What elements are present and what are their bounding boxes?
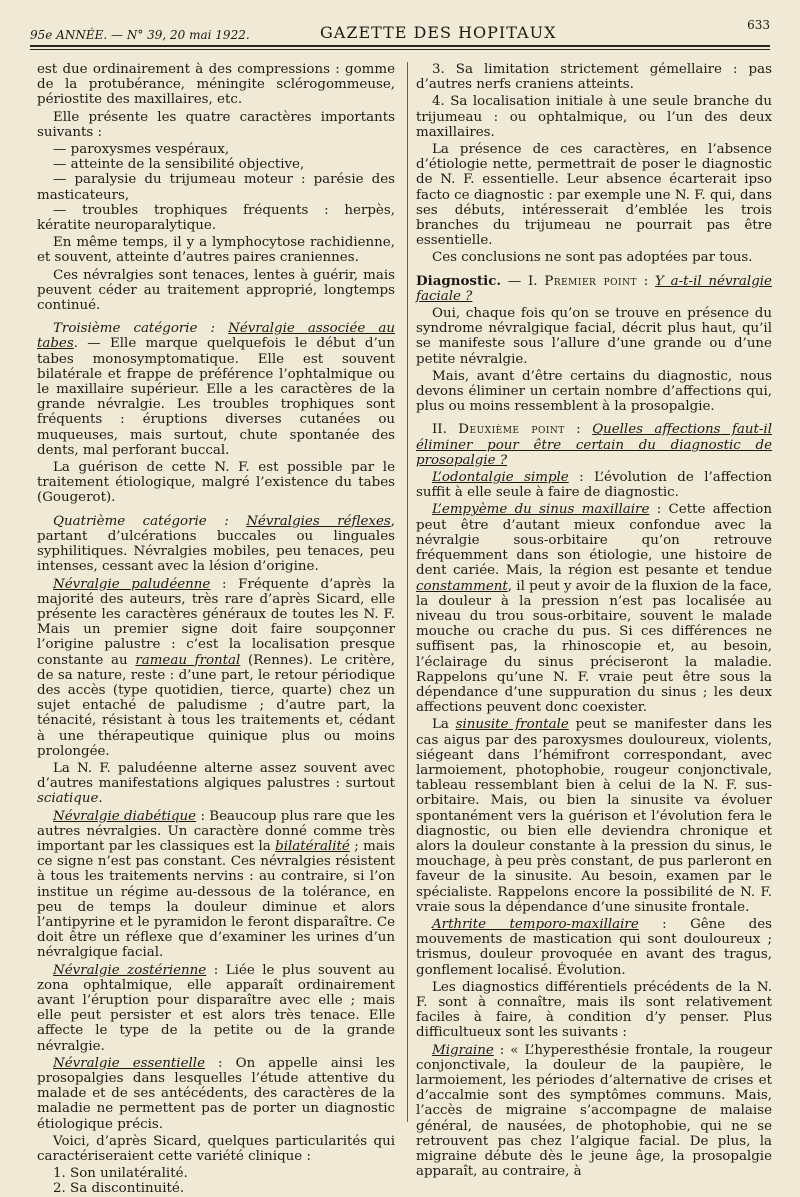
right_column-paragraph: Migraine : « L’hyperesthésie frontale, la rougeur conjonctivale, la douleur de la paupière, le larmoiement, les périodes d’alternative de crises et d’accalmie sont des symptômes communs. Mais, l’accès de migraine s’accompagne de malaise général, de nausées, de photophobie, qui ne se retrouvent pas chez l’algique facial. De plus, la migraine débute dès le jeune âge, la prosopalgie apparaît, au contraire, à: [416, 1042, 772, 1180]
left_column-paragraph: Quatrième catégorie : Névralgies réflexes, partant d’ulcérations buccales ou linguales syphilitiques. Névralgies mobiles, peu tenaces, peu intenses, cessant avec la lésion d’origine.: [37, 513, 396, 575]
left_column-paragraph: En même temps, il y a lymphocytose rachidienne, et souvent, atteinte d’autres paires craniennes.: [37, 235, 395, 266]
right_column-paragraph: Ces conclusions ne sont pas adoptées par tous.: [432, 250, 753, 266]
left_column-paragraph: 1. Son unilatéralité.: [53, 1166, 188, 1182]
right_column-paragraph: L’empyème du sinus maxillaire : Cette affection peut être d’autant mieux confondue avec la névralgie sous-orbitaire qu’on retrouve fréquemment dans son étiologie, une histoire de dent cariée. Mais, la région est pesante et tendue constamment, il peut y avoir de la fluxion de la face, la douleur à la pression n’est pas localisée au niveau du trou sous-orbitaire, souvent le malade mouche ou crache du pus. Si ces différences ne suffisent pas, la rhinoscopie et, au besoin, l’éclairage du sinus préciseront la maladie. Rappelons qu’une N. F. vraie peut être sous la dépendance d’une suppuration du sinus ; les deux affections peuvent donc coexister.: [416, 502, 772, 716]
header-rule-thin: [30, 49, 770, 50]
right_column-paragraph: Diagnostic. — I. Premier point : Y a-t-il névralgie faciale ?: [416, 272, 772, 304]
right_column-paragraph: 3. Sa limitation strictement gémellaire : pas d’autres nerfs craniens atteints.: [416, 62, 772, 93]
left_column-paragraph: Voici, d’après Sicard, quelques particularités qui caractériseraient cette variété clinique :: [37, 1133, 395, 1165]
right_column-paragraph: Oui, chaque fois qu’on se trouve en présence du syndrome névralgique facial, décrit plus haut, qu’il se manifeste sous l’allure d’une grande ou d’une petite névralgie.: [416, 306, 772, 367]
right_column-paragraph: Mais, avant d’être certains du diagnostic, nous devons éliminer un certain nombre d’affections qui, plus ou moins ressemblent à la prosopalgie.: [416, 368, 772, 415]
running-header: [30, 16, 770, 42]
header-rule: [30, 45, 770, 47]
left_column-paragraph: Névralgie essentielle : On appelle ainsi les prosopalgies dans lesquelles l’étude attentive du malade et de ses antécédents, des caractères de la maladie ne permettent pas de porter un diagnostic étiologique précis.: [37, 1055, 395, 1132]
left_column-paragraph: Névralgie diabétique : Beaucoup plus rare que les autres névralgies. Un caractère donné comme très important par les classiques est la bilatéralité ; mais ce signe n’est pas constant. Ces névralgies résistent à tous les traitements nervins : au contraire, si l’on institue un régime au-dessous de la tolérance, en peu de temps la douleur diminue et alors l’antipyrine et le pyramidon le feront disparaître. Ce doit être un réflexe que d’examiner les urines d’un névralgique facial.: [37, 808, 395, 961]
left_column-paragraph: est due ordinairement à des compressions : gomme de la protubérance, méningite sclérogommeuse, périostite des maxillaires, etc.: [37, 62, 395, 108]
left_column-paragraph: Ces névralgies sont tenaces, lentes à guérir, mais peuvent céder au traitement approprié, longtemps continué.: [37, 267, 395, 314]
right_column-paragraph: Arthrite temporo-maxillaire : Gêne des mouvements de mastication qui sont douloureux ; trismus, douleur provoquée en avant des tragus, gonflement localisé. Évolution.: [416, 916, 772, 978]
left_column-paragraph: — troubles trophiques fréquents : herpès, kératite neuroparalytique.: [37, 202, 395, 234]
right-column: [416, 62, 773, 1180]
right_column-paragraph: L’odontalgie simple : L’évolution de l’affection suffit à elle seule à faire de diagnostic.: [416, 470, 773, 501]
page-number: 633: [747, 18, 770, 32]
right_column-paragraph: Les diagnostics différentiels précédents de la N. F. sont à connaître, mais ils sont relativement faciles à faire, à condition d’y penser. Plus difficultueux sont les suivants :: [416, 979, 772, 1041]
right_column-paragraph: La présence de ces caractères, en l’absence d’étiologie nette, permettrait de poser le diagnostic de N. F. essentielle. Leur absence écarterait ipso facto ce diagnostic : par exemple une N. F. qui, dans ses débuts, intéresserait d’emblée les trois branches du trijumeau ne pourrait pas être essentielle.: [416, 142, 772, 249]
left_column-paragraph: Elle présente les quatre caractères importants suivants :: [37, 109, 395, 140]
left-column: [37, 62, 396, 1197]
left_column-paragraph: — paralysie du trijumeau moteur : parésie des masticateurs,: [37, 172, 395, 203]
left_column-paragraph: Troisième catégorie : Névralgie associée au tabes. — Elle marque quelquefois le début d’un tabes monosymptomatique. Elle est souvent bilatérale et frappe de préférence l’ophtalmique ou le maxillaire supérieur. Elle a les caractères de la grande névralgie. Les troubles trophiques sont fréquents : éruptions diverses cutanées ou muqueuses, mais surtout, chute spontanée des dents, mal perforant buccal.: [37, 321, 395, 458]
column-divider: [407, 62, 408, 1122]
right_column-paragraph: La sinusite frontale peut se manifester dans les cas aigus par des paroxysmes douloureux, violents, siégeant dans l’hémifront correspondant, avec larmoiement, photophobie, rougeur conjonctivale, tableau ressemblant bien à celui de la N. F. sus-orbitaire. Mais, ou bien la sinusite va évoluer spontanément vers la guérison et l’évolution fera le diagnostic, ou bien elle deviendra chronique et alors la douleur constante à la pression du sinus, le mouchage, à peu près constant, de pus parleront en faveur de la sinusite. Au besoin, examen par le spécialiste. Rappelons encore la possibilité de N. F. vraie sous la dépendance d’une sinusite frontale.: [416, 717, 773, 915]
left_column-paragraph: 2. Sa discontinuité.: [53, 1181, 185, 1197]
right_column-paragraph: 4. Sa localisation initiale à une seule branche du trijumeau : ou ophtalmique, ou l’un des deux maxillaires.: [416, 94, 772, 140]
left_column-paragraph: — paroxysmes vespéraux,: [53, 142, 230, 158]
left_column-paragraph: Névralgie paludéenne : Fréquente d’après la majorité des auteurs, très rare d’après Sicard, elle présente les caractères généraux de toutes les N. F. Mais un premier signe doit faire soupçonner l’origine palustre : c’est la localisation presque constante au rameau frontal (Rennes). Le critère, de sa nature, reste : d’une part, le retour périodique des accès (type quotidien, tierce, quarte) chez un sujet entaché de paludisme ; d’autre part, la ténacité, résistant à tous les traitements et, cédant à une thérapeutique quinique plus ou moins prolongée.: [37, 576, 395, 759]
journal-title: GAZETTE DES HOPITAUX: [320, 23, 557, 42]
issue-info: 95e ANNÉE. — N° 39, 20 mai 1922.: [30, 28, 250, 42]
left_column-paragraph: Névralgie zostérienne : Liée le plus souvent au zona ophtalmique, elle apparaît ordinairement avant l’éruption pour disparaître avec elle ; mais elle peut persister et est alors très tenace. Elle affecte le type de la petite ou de la grande névralgie.: [37, 962, 395, 1054]
right_column-paragraph: II. Deuxième point : Quelles affections faut-il éliminer pour être certain du diagnostic de prosopalgie ?: [416, 422, 773, 468]
left_column-paragraph: — atteinte de la sensibilité objective,: [53, 157, 305, 173]
left_column-paragraph: La N. F. paludéenne alterne assez souvent avec d’autres manifestations algiques palustres : surtout sciatique.: [37, 760, 395, 807]
left_column-paragraph: La guérison de cette N. F. est possible par le traitement étiologique, malgré l’existence du tabes (Gougerot).: [37, 460, 395, 506]
